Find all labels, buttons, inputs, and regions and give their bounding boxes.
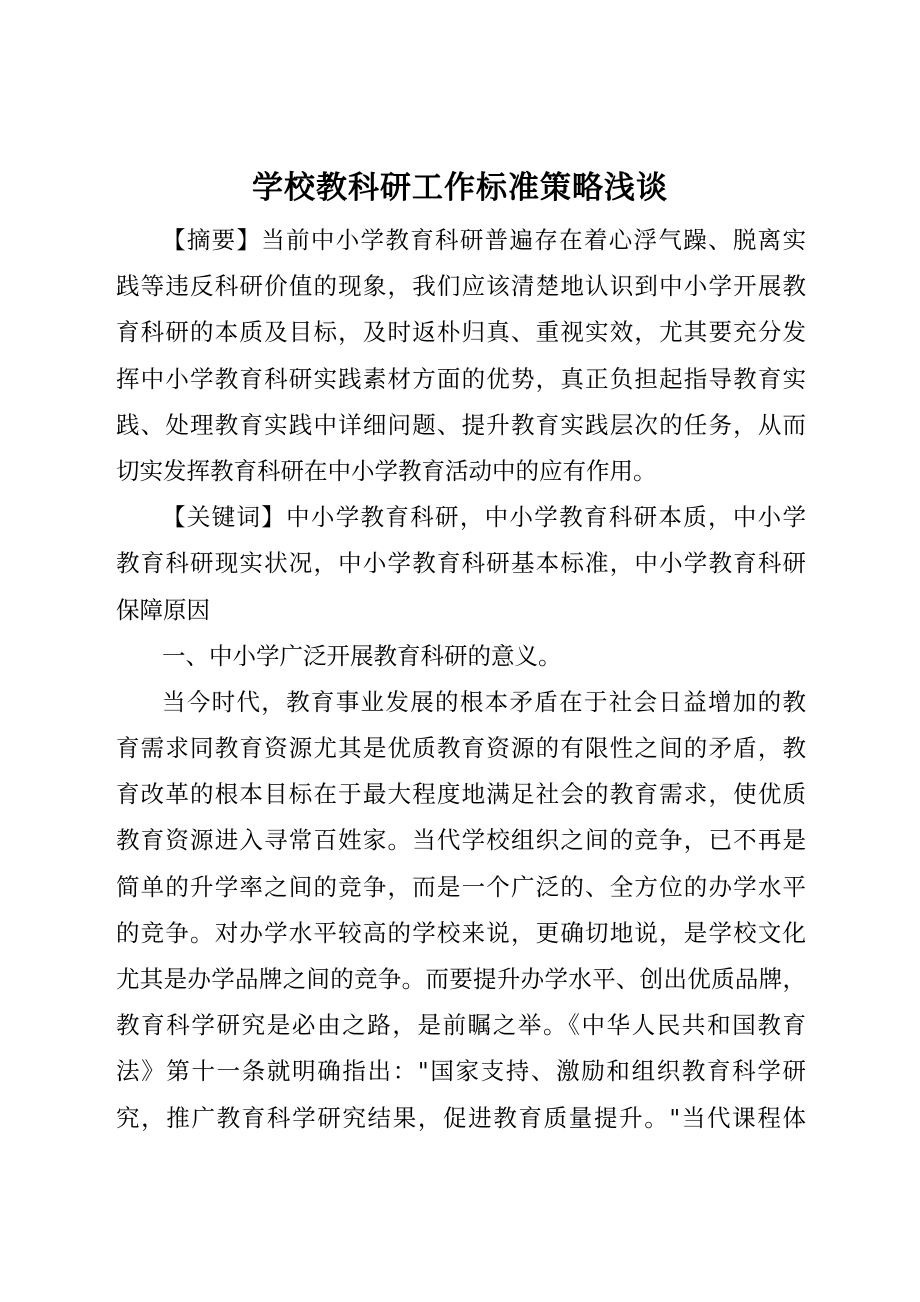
text-line: 教育资源进入寻常百姓家。当代学校组织之间的竞争，已不再是 [116, 826, 806, 855]
text-line: 践、处理教育实践中详细问题、提升教育实践层次的任务，从而 [116, 410, 806, 439]
abstract [116, 217, 806, 494]
text-line: 【摘要】当前中小学教育科研普遍存在着心浮气躁、脱离实 [162, 226, 806, 254]
text-line: 法》第十一条就明确指出："国家支持、激励和组织教育科学研 [116, 1057, 806, 1086]
document-title: 学校教科研工作标准策略浅谈 [252, 170, 668, 206]
text-line: 究，推广教育科学研究结果，促进教育质量提升。"当代课程体 [116, 1103, 806, 1132]
text-line: 保障原因 [116, 595, 210, 624]
text-line: 育科研的本质及目标，及时返朴归真、重视实效，尤其要充分发 [116, 318, 806, 347]
text-line: 【关键词】中小学教育科研，中小学教育科研本质，中小学 [162, 503, 806, 532]
text-line: 当今时代，教育事业发展的根本矛盾在于社会日益增加的教 [162, 687, 806, 716]
section-heading [116, 633, 806, 679]
text-line: 的竞争。对办学水平较高的学校来说，更确切地说，是学校文化 [116, 918, 806, 947]
body-paragraph [116, 679, 806, 1141]
keywords [116, 494, 806, 633]
text-line: 简单的升学率之间的竞争，而是一个广泛的、全方位的办学水平 [116, 872, 806, 901]
text-line: 育需求同教育资源尤其是优质教育资源的有限性之间的矛盾，教 [116, 734, 806, 763]
text-line: 教育科学研究是必由之路，是前瞩之举。《中华人民共和国教育 [116, 1011, 806, 1040]
text-line: 一、中小学广泛开展教育科研的意义。 [162, 641, 562, 670]
document-body [116, 217, 806, 1141]
text-line: 教育科研现实状况，中小学教育科研基本标准，中小学教育科研 [116, 549, 806, 578]
text-line: 践等违反科研价值的现象，我们应该清楚地认识到中小学开展教 [116, 272, 806, 301]
text-line: 切实发挥教育科研在中小学教育活动中的应有作用。 [116, 456, 657, 485]
text-line: 挥中小学教育科研实践素材方面的优势，真正负担起指导教育实 [116, 364, 806, 393]
text-line: 尤其是办学品牌之间的竞争。而要提升办学水平、创出优质品牌， [116, 965, 806, 993]
text-line: 育改革的根本目标在于最大程度地满足社会的教育需求，使优质 [116, 780, 806, 809]
